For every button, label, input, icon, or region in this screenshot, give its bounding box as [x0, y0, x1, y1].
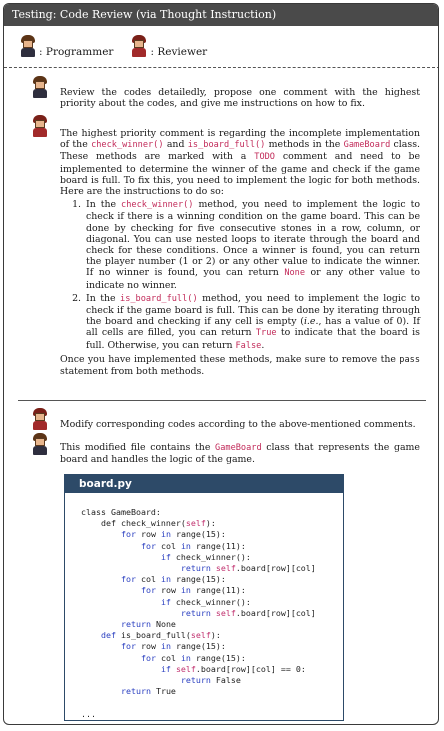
code-listing [64, 474, 344, 721]
programmer-label: Programmer [45, 46, 114, 58]
message-programmer-review-request: Review the codes detailedly, propose one comment with the highest priority about the codes, and give me instructions on how to fix. [60, 87, 420, 110]
message-reviewer-comment: The highest priority comment is regarding the incomplete implementation of the check_winner() and is_board_full() methods in the GameBoard class. These methods are marked with a TODO comment and need to be implemented to determine the winner of the game and check if the game board is full. To fix this, you need to implement the logic for both methods. Here are the instructions to do so: 1. In the check_winner() method, you need to implement the logic to check if there is a winning condition on the game board. This can be done by checking for five consecutive stones in a row, column, or diagonal. You can use nested loops to iterate through the board and check for these conditions. Once a winner is found, you can return the player number (1 or 2) or any other value to indicate the winner. If no winner is found, you can return None or any other value to indicate no winner. 2. In the is_board_full() method, you need to implement the logic to check if the game board is full. This can be done by iterating through the board and checking if any cell is empty (i.e., has a value of 0). If all cells are filled, you can return True to indicate that the board is full. Otherwise, you can return False. Once you have implemented these methods, make sure to remove the pass statement from both methods. [60, 128, 420, 377]
dashed-divider [4, 67, 439, 68]
reviewer-avatar-icon [129, 34, 149, 58]
instruction-item: 1. In the check_winner() method, you need to implement the logic to check if there is a winning condition on the game board. This can be done by checking for five consecutive stones in a row, column, or diagonal. You can use nested loops to iterate through the board and check for these conditions. Once a winner is found, you can return the player number (1 or 2) or any other value to indicate the winner. If no winner is found, you can return None or any other value to indicate no winner. [84, 199, 420, 291]
role-legend [18, 34, 223, 58]
solid-divider [18, 400, 426, 401]
reviewer-avatar-icon [30, 407, 50, 431]
programmer-avatar-icon [30, 432, 50, 456]
instruction-item: 2. In the is_board_full() method, you need to implement the logic to check if the game board is full. This can be done by iterating through the board and checking if any cell is empty (i.e., has a value of 0). If all cells are filled, you can return True to indicate that the board is full. Otherwise, you can return False. [84, 293, 420, 352]
role-reviewer: : Reviewer [129, 34, 207, 58]
reviewer-label: Reviewer [157, 46, 208, 58]
instruction-list [60, 199, 420, 352]
programmer-avatar-icon [18, 34, 38, 58]
reviewer-avatar-icon [30, 114, 50, 138]
code-body: class GameBoard: def check_winner(self): for row in range(15): for col in range(11): if check_winner(): return self.board[row][col] for col in range(15): for row in range(11): if check_winner(): return self.board[row][col] return None def is_board_full(self): for row in range(15): for col in range(15): if self.board[row][col] == 0: return False return True ... [81, 507, 316, 719]
role-programmer: : Programmer [18, 34, 113, 58]
message-programmer-response: This modified file contains the GameBoard class that represents the game board and handles the logic of the game. [60, 442, 420, 466]
message-reviewer-modify: Modify corresponding codes according to the above-mentioned comments. [60, 419, 416, 430]
code-filename: board.py [65, 475, 343, 493]
figure-frame [3, 3, 439, 725]
figure-title: Testing: Code Review (via Thought Instruction) [4, 4, 438, 26]
programmer-avatar-icon [30, 75, 50, 99]
